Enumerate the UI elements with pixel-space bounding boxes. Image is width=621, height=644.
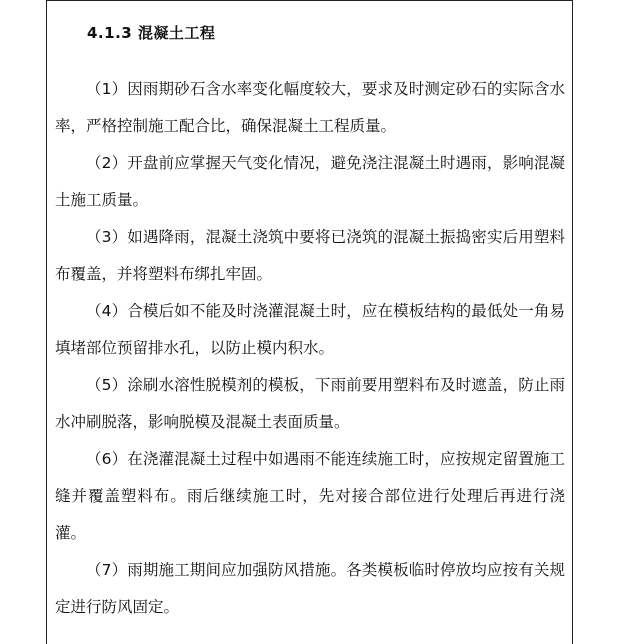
document-table-cell [46, 0, 573, 644]
paragraph-item-3: （3）如遇降雨，混凝土浇筑中要将已浇筑的混凝土振捣密实后用塑料布覆盖，并将塑料布绑扎牢固。 [55, 228, 565, 283]
paragraph-item-4: （4）合模后如不能及时浇灌混凝土时，应在模板结构的最低处一角易填堵部位预留排水孔，以防止模内积水。 [55, 302, 565, 357]
paragraph-item-1: （1）因雨期砂石含水率变化幅度较大，要求及时测定砂石的实际含水率，严格控制施工配合比，确保混凝土工程质量。 [55, 80, 565, 135]
paragraph-item-6: （6）在浇灌混凝土过程中如遇雨不能连续施工时，应按规定留置施工缝并覆盖塑料布。雨后继续施工时，先对接合部位进行处理后再进行浇灌。 [55, 450, 565, 542]
section-heading: 4.1.3 混凝土工程 [87, 24, 216, 42]
paragraph-item-5: （5）涂刷水溶性脱模剂的模板，下雨前要用塑料布及时遮盖，防止雨水冲刷脱落，影响脱模及混凝土表面质量。 [55, 376, 565, 431]
paragraph-item-7: （7）雨期施工期间应加强防风措施。各类模板临时停放均应按有关规定进行防风固定。 [55, 561, 565, 616]
paragraph-item-2: （2）开盘前应掌握天气变化情况，避免浇注混凝土时遇雨，影响混凝土施工质量。 [55, 154, 565, 209]
